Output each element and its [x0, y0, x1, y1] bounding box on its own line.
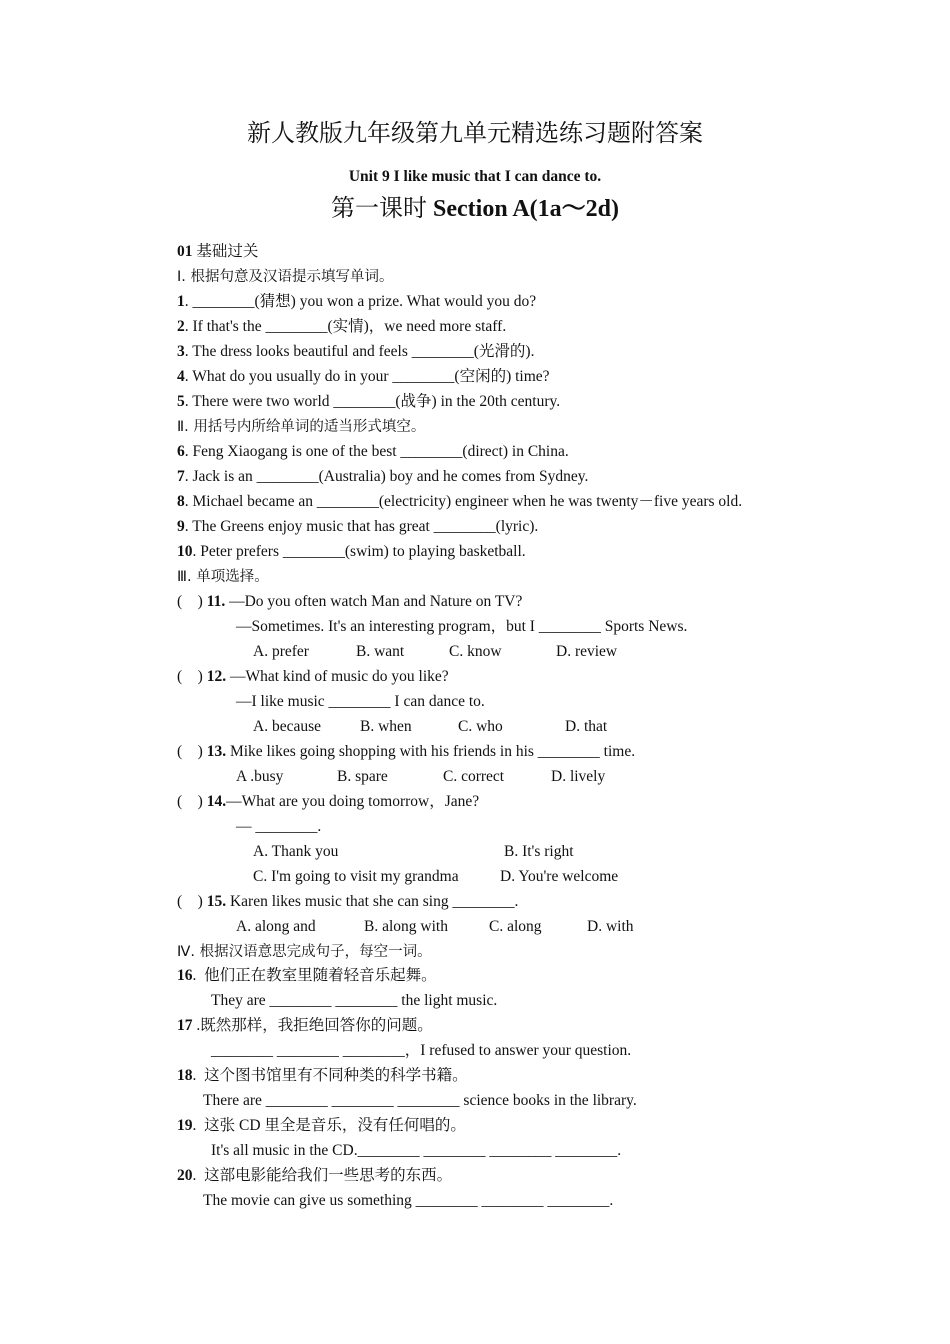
option-b: B. along with [364, 918, 448, 935]
question-19 [177, 1116, 466, 1136]
question-5 [177, 392, 560, 412]
question-text: —What are you doing tomorrow，Jane? [226, 793, 480, 810]
document-title: 新人教版九年级第九单元精选练习题附答案 [247, 121, 703, 147]
question-chinese: . 这部电影能给我们一些思考的东西。 [192, 1167, 453, 1184]
question-7 [177, 467, 588, 487]
question-number: 18 [177, 1067, 193, 1084]
question-number: 16 [177, 967, 193, 984]
question-text: . ________(猜想) you won a prize. What would you do? [184, 293, 537, 310]
option-a: A. along and [236, 918, 316, 935]
question-text: . The Greens enjoy music that has great ________(lyric). [184, 518, 539, 535]
section-heading-1: Ⅰ. 根据句意及汉语提示填写单词。 [177, 269, 394, 285]
question-10 [177, 542, 526, 562]
question-15 [177, 892, 518, 912]
question-8 [177, 492, 742, 512]
question-number: 11. [206, 593, 226, 610]
question-chinese: . 这个图书馆里有不同种类的科学书籍。 [192, 1067, 468, 1084]
answer-paren: ( ) [177, 593, 203, 610]
option-c: C. I'm going to visit my grandma [253, 868, 459, 885]
option-d: D. with [587, 918, 634, 935]
question-number: 8 [177, 493, 185, 510]
option-a: A. because [253, 718, 321, 735]
question-number: 13. [206, 743, 227, 760]
question-number: 17 [177, 1017, 193, 1034]
option-c: C. who [458, 718, 503, 735]
question-number: 1 [177, 293, 185, 310]
option-c: C. along [489, 918, 542, 935]
part-label [177, 242, 258, 262]
answer-paren: ( ) [177, 668, 203, 685]
question-13 [177, 742, 635, 762]
question-number: 5 [177, 393, 185, 410]
question-2 [177, 317, 506, 337]
section-heading-3: Ⅲ. 单项选择。 [177, 569, 269, 585]
part-label-num: 01 [177, 243, 193, 260]
question-number: 3 [177, 343, 185, 360]
question-text: . Jack is an ________(Australia) boy and he comes from Sydney. [184, 468, 589, 485]
question-text: . What do you usually do in your ________(空闲的) time? [184, 368, 550, 385]
question-chinese: .既然那样，我拒绝回答你的问题。 [192, 1017, 433, 1034]
question-number: 6 [177, 443, 185, 460]
question-11-line2: —Sometimes. It's an interesting program，but I ________ Sports News. [236, 618, 688, 635]
question-18 [177, 1066, 468, 1086]
question-20 [177, 1166, 452, 1186]
question-text: . There were two world ________(战争) in the 20th century. [184, 393, 561, 410]
question-20-english: The movie can give us something ________ ________ ________. [203, 1192, 614, 1209]
question-number: 20 [177, 1167, 193, 1184]
question-11 [177, 592, 522, 612]
question-number: 9 [177, 518, 185, 535]
question-text: . The dress looks beautiful and feels ________(光滑的). [184, 343, 535, 360]
question-text: —Do you often watch Man and Nature on TV? [225, 593, 523, 610]
lesson-title [0, 194, 950, 224]
question-number: 7 [177, 468, 185, 485]
question-16-english: They are ________ ________ the light music. [211, 992, 498, 1009]
question-9 [177, 517, 538, 537]
question-chinese: . 这张 CD 里全是音乐，没有任何唱的。 [192, 1117, 466, 1134]
option-a: A .busy [236, 768, 284, 785]
option-c: C. know [449, 643, 502, 660]
option-c: C. correct [443, 768, 505, 785]
question-number: 19 [177, 1117, 193, 1134]
option-b: B. It's right [504, 843, 574, 860]
question-17 [177, 1016, 433, 1036]
option-d: D. lively [551, 768, 606, 785]
question-text: . Peter prefers ________(swim) to playing basketball. [192, 543, 526, 560]
unit-title: Unit 9 I like music that I can dance to. [348, 168, 602, 185]
question-4 [177, 367, 550, 387]
option-a: A. prefer [253, 643, 309, 660]
question-16 [177, 966, 437, 986]
question-number: 12. [206, 668, 227, 685]
question-14 [177, 792, 479, 812]
option-b: B. when [360, 718, 412, 735]
section-heading-4: Ⅳ. 根据汉语意思完成句子，每空一词。 [177, 944, 432, 960]
option-b: B. want [356, 643, 405, 660]
question-text: Karen likes music that she can sing ________. [226, 893, 519, 910]
question-18-english: There are ________ ________ ________ science books in the library. [203, 1092, 637, 1109]
question-number: 14. [206, 793, 227, 810]
question-number: 10 [177, 543, 193, 560]
question-text: —What kind of music do you like? [226, 668, 449, 685]
question-14-line2: — ________. [236, 818, 322, 835]
question-text: . Feng Xiaogang is one of the best ________(direct) in China. [184, 443, 569, 460]
question-number: 15. [206, 893, 227, 910]
question-12 [177, 667, 449, 687]
question-number: 4 [177, 368, 185, 385]
answer-paren: ( ) [177, 793, 203, 810]
option-d: D. that [565, 718, 608, 735]
question-3 [177, 342, 534, 362]
answer-paren: ( ) [177, 893, 203, 910]
lesson-prefix: 第一课时 [331, 196, 427, 222]
option-a: A. Thank you [253, 843, 339, 860]
question-text: . If that's the ________(实情)，we need more staff. [184, 318, 507, 335]
part-label-text: 基础过关 [196, 243, 259, 260]
option-b: B. spare [337, 768, 388, 785]
question-19-english: It's all music in the CD.________ ________ ________ ________. [211, 1142, 622, 1159]
answer-paren: ( ) [177, 743, 203, 760]
question-1 [177, 292, 536, 312]
question-chinese: . 他们正在教室里随着轻音乐起舞。 [192, 967, 437, 984]
question-number: 2 [177, 318, 185, 335]
lesson-section: Section A(1a～2d) [433, 196, 619, 222]
option-d: D. review [556, 643, 618, 660]
option-d: D. You're welcome [500, 868, 619, 885]
question-text: Mike likes going shopping with his friends in his ________ time. [226, 743, 636, 760]
question-text: . Michael became an ________(electricity) engineer when he was twenty－five years old. [184, 493, 743, 510]
question-12-line2: —I like music ________ I can dance to. [236, 693, 485, 710]
question-6 [177, 442, 569, 462]
question-17-english: ________ ________ ________，I refused to answer your question. [211, 1042, 632, 1059]
section-heading-2: Ⅱ. 用括号内所给单词的适当形式填空。 [177, 419, 426, 435]
